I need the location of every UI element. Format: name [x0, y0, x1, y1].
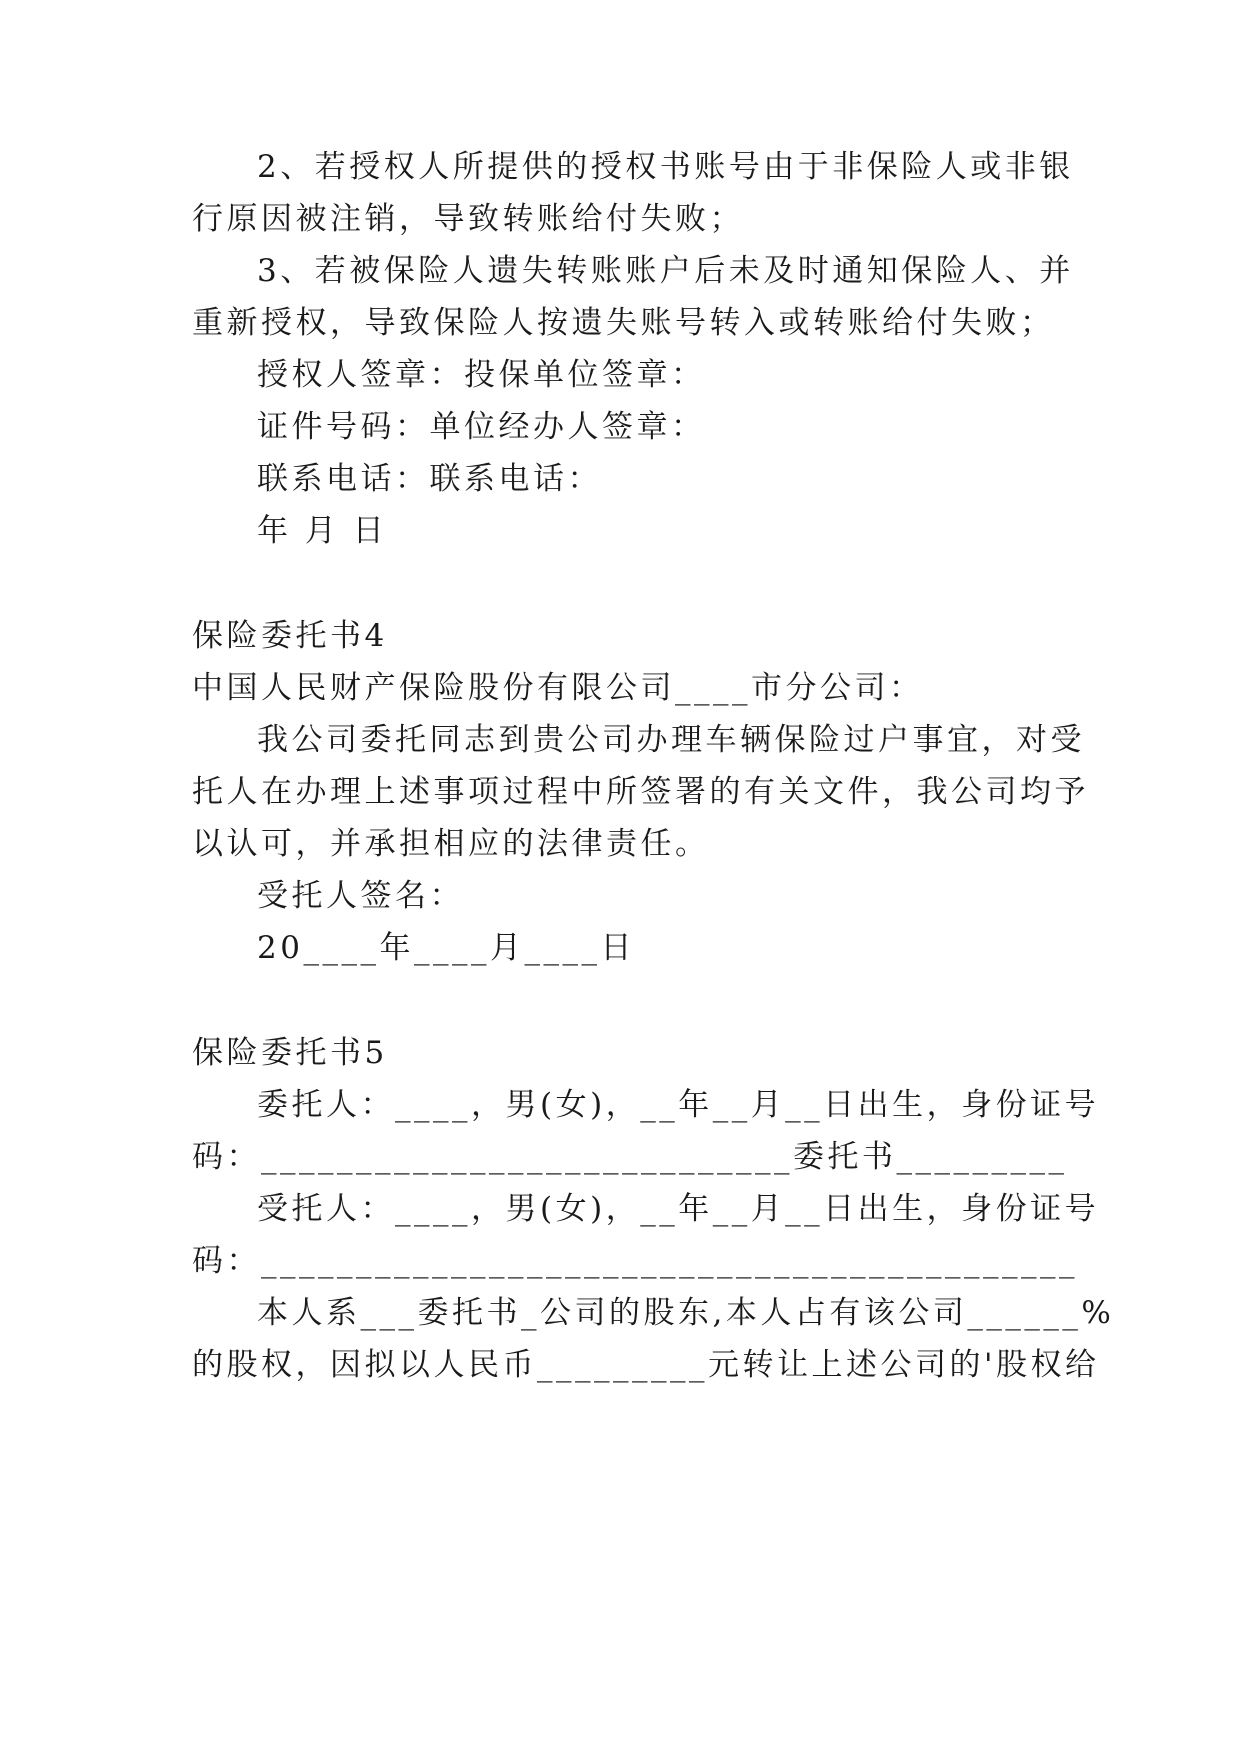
s4-title: 保险委托书4: [192, 618, 388, 654]
s5-trustee-line2: 码：___________________________________________: [192, 1243, 1078, 1279]
s5-body-line1: 本人系___委托书_公司的股东,本人占有该公司______%: [257, 1295, 1115, 1331]
s5-principal-line2: 码：____________________________委托书_________: [192, 1139, 1068, 1175]
s3-date-line: 年 月 日: [257, 513, 388, 549]
s5-body-line2: 的股权，因拟以人民币_________元转让上述公司的'股权给: [192, 1347, 1100, 1383]
s3-clause2-line1: 2、若授权人所提供的授权书账号由于非保险人或非银: [257, 149, 1074, 185]
s3-clause3-line2: 重新授权，导致保险人按遗失账号转入或转账给付失败；: [192, 305, 1055, 341]
s4-body-line1: 我公司委托同志到贵公司办理车辆保险过户事宜，对受: [257, 722, 1085, 758]
s4-body-line2: 托人在办理上述事项过程中所签署的有关文件，我公司均予: [192, 774, 1089, 810]
s3-signature-line1: 授权人签章：投保单位签章：: [257, 357, 706, 393]
s3-clause2-line2: 行原因被注销，导致转账给付失败；: [192, 201, 744, 237]
s4-addressee: 中国人民财产保险股份有限公司____市分公司：: [192, 670, 924, 706]
s3-signature-line3: 联系电话：联系电话：: [257, 461, 602, 497]
s4-date-line: 20____年____月____日: [257, 930, 635, 966]
s3-clause3-line1: 3、若被保险人遗失转账账户后未及时通知保险人、并: [257, 253, 1074, 289]
s5-principal-line1: 委托人：____，男(女)，__年__月__日出生，身份证号: [257, 1087, 1100, 1123]
s3-signature-line2: 证件号码：单位经办人签章：: [257, 409, 706, 445]
s4-trustee-signature: 受托人签名：: [257, 878, 464, 914]
s4-body-line3: 以认可，并承担相应的法律责任。: [192, 826, 710, 862]
s5-trustee-line1: 受托人：____，男(女)，__年__月__日出生，身份证号: [257, 1191, 1100, 1227]
s5-title: 保险委托书5: [192, 1035, 388, 1071]
